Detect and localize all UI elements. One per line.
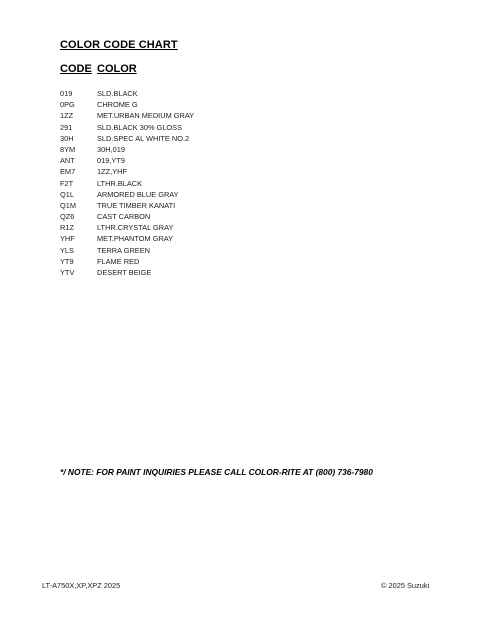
list-item — [60, 122, 194, 133]
color-name: 1ZZ,YHF — [97, 167, 127, 177]
list-item — [60, 267, 194, 278]
list-item — [60, 155, 194, 166]
list-item — [60, 110, 194, 121]
color-code: YTV — [60, 268, 75, 277]
list-item — [60, 166, 194, 177]
page-title: COLOR CODE CHART — [60, 39, 178, 51]
color-code: YHF — [60, 234, 75, 244]
color-name: SLD.BLACK — [97, 89, 138, 98]
color-name: 019,YT9 — [97, 156, 125, 166]
list-item — [60, 245, 194, 256]
color-code: YLS — [60, 245, 74, 255]
footer-model: LT-A750X,XP,XPZ 2025 — [42, 581, 121, 590]
color-code: 019 — [60, 89, 73, 98]
color-name: LTHR.CRYSTAL GRAY — [97, 223, 174, 233]
footer-copyright: © 2025 Suzuki — [381, 581, 430, 590]
list-item — [60, 189, 194, 200]
color-code: YT9 — [60, 256, 74, 266]
color-code: Q1L — [60, 189, 74, 199]
color-code-list — [60, 88, 194, 278]
color-code: 1ZZ — [60, 111, 74, 121]
color-name: 30H,019 — [97, 144, 125, 154]
color-code: EM7 — [60, 167, 76, 177]
color-code: ANT — [60, 156, 75, 166]
color-name: DESERT BEIGE — [97, 268, 152, 277]
list-item — [60, 133, 194, 144]
list-item — [60, 200, 194, 211]
list-item — [60, 144, 194, 155]
list-item — [60, 88, 194, 99]
color-name: SLD.SPEC AL WHITE NO.2 — [97, 133, 190, 143]
list-item — [60, 222, 194, 233]
color-name: CHROME G — [97, 100, 138, 110]
color-code: R1Z — [60, 223, 74, 233]
color-name: MET.URBAN MEDIUM GRAY — [97, 111, 195, 121]
color-name: FLAME RED — [97, 256, 140, 266]
color-code: QZ6 — [60, 212, 75, 222]
color-code: 30H — [60, 133, 74, 143]
list-item — [60, 99, 194, 110]
color-code: 0PG — [60, 100, 75, 110]
code-column-header: CODE — [60, 63, 92, 75]
color-code: Q1M — [60, 200, 77, 210]
color-code: F2T — [60, 178, 74, 188]
color-name: ARMORED BLUE GRAY — [97, 189, 179, 199]
list-item — [60, 178, 194, 189]
list-item — [60, 211, 194, 222]
paint-inquiry-note: */ NOTE: FOR PAINT INQUIRIES PLEASE CALL COLOR-RITE AT (800) 736-7980 — [60, 467, 373, 477]
color-column-header: COLOR — [97, 63, 137, 75]
color-code: 291 — [60, 122, 73, 132]
color-name: TRUE TIMBER KANATI — [97, 200, 176, 210]
color-name: MET.PHANTOM GRAY — [97, 234, 174, 244]
color-name: TERRA GREEN — [97, 245, 150, 255]
color-name: CAST CARBON — [97, 212, 151, 222]
color-code: 8YM — [60, 144, 76, 154]
color-name: LTHR.BLACK — [97, 178, 143, 188]
list-item — [60, 233, 194, 244]
list-item — [60, 256, 194, 267]
color-name: SLD.BLACK 30% GLOSS — [97, 122, 183, 132]
